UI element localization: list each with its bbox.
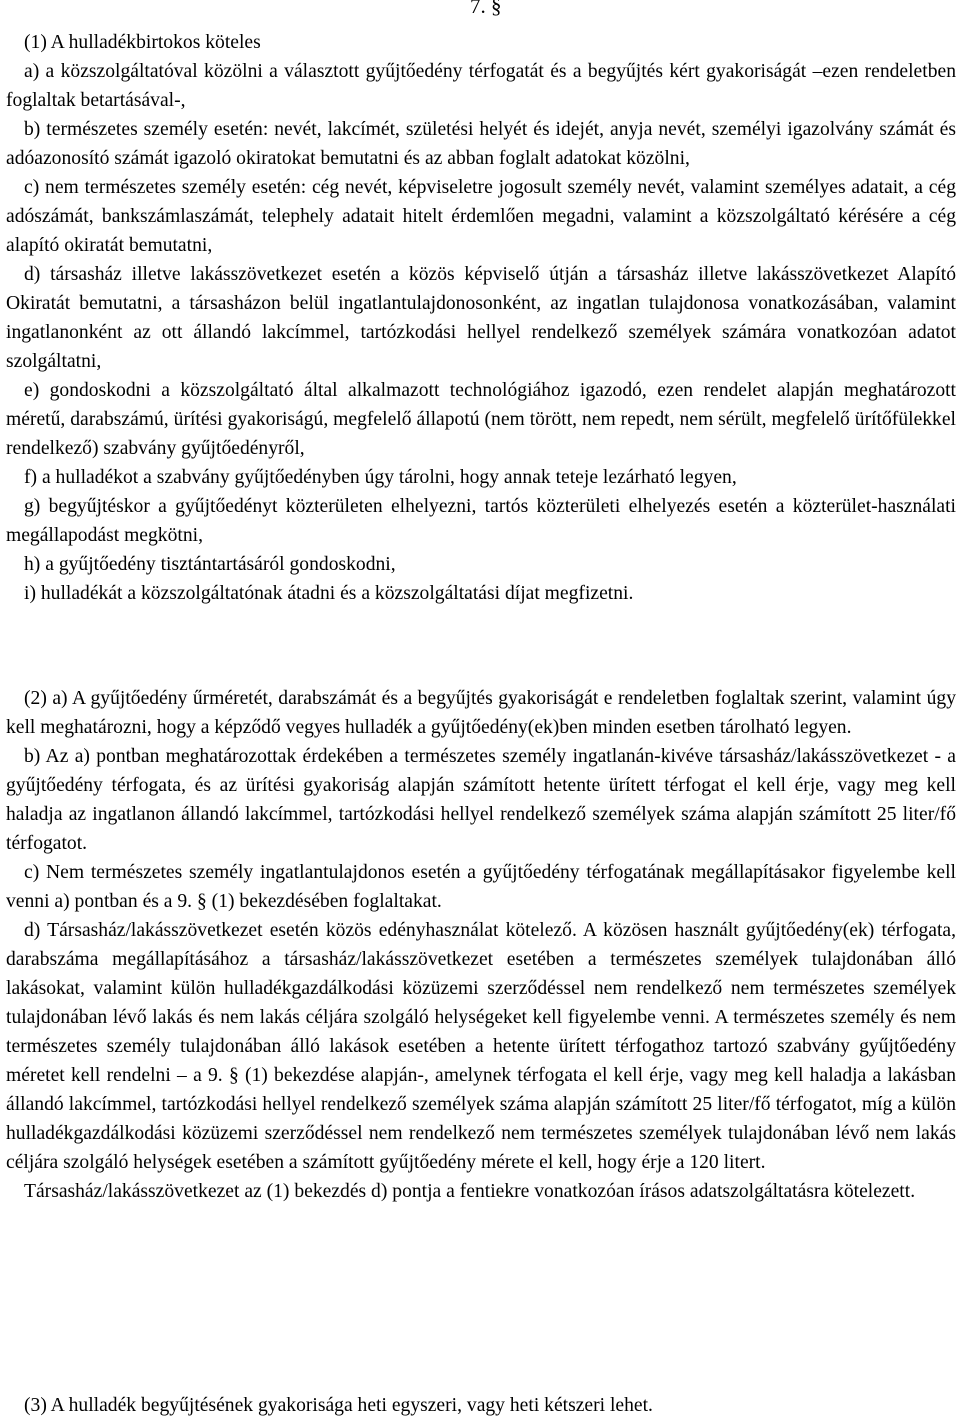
- section-2: [6, 684, 956, 1206]
- section-3: [6, 1391, 956, 1420]
- section-2-para-a: (2) a) A gyűjtőedény űrméretét, darabszámát és a begyűjtés gyakoriságát e rendeletben foglaltak szerint, valamint úgy kell meghatározni, hogy a képződő vegyes hulladék a gyűjtőedény(ek)ben minden esetben tárolható legyen.: [6, 688, 956, 738]
- section-heading: 7. §: [470, 0, 502, 18]
- section-2-para-d: d) Társasház/lakásszövetkezet esetén közös edényhasználat kötelező. A közösen használt gyűjtőedény(ek) térfogata, darabszáma megállapításához a társasház/lakásszövetkezet esetében a természetes személyek tulajdonában álló lakásokat, valamint külön hulladékgazdálkodási közüzemi szerződéssel nem rendelkező nem természetes személyek tulajdonában lévő lakás és nem lakás céljára szolgáló helységeket kell figyelembe venni. A természetes személy és nem természetes személy tulajdonában álló lakások esetében a hetente ürített térfogathoz tartozó szabvány gyűjtőedény méretet kell rendelni – a 9. § (1) bekezdése alapján-, amelynek térfogata el kell érje, vagy meg kell haladja a lakásban állandó lakcímmel, tartózkodási hellyel rendelkező személyek száma alapján számított 25 liter/fő térfogatot, míg a külön hulladékgazdálkodási közüzemi szerződéssel nem rendelkező nem természetes személyek tulajdonában lévő nem lakás céljára szolgáló helységek esetében a számított gyűjtőedény mérete el kell, hogy érje a 120 litert.: [6, 920, 956, 1173]
- section-3-text: (3) A hulladék begyűjtésének gyakorisága heti egyszeri, vagy heti kétszeri lehet.: [24, 1395, 653, 1416]
- section-2-para-b: b) Az a) pontban meghatározottak érdekében a természetes személy ingatlanán-kivéve társasház/lakásszövetkezet - a gyűjtőedény térfogata, és az ürítési gyakoriság alapján számított hetente ürített térfogat el kell érje, vagy meg kell haladja az ingatlanon állandó lakcímmel, tartózkodási hellyel rendelkező személyek száma alapján számított 25 liter/fő térfogatot.: [6, 746, 956, 854]
- section-2-para-note: Társasház/lakásszövetkezet az (1) bekezdés d) pontja a fentiekre vonatkozóan írásos adatszolgáltatásra kötelezett.: [24, 1181, 916, 1202]
- section-1-item-h: h) a gyűjtőedény tisztántartásáról gondoskodni,: [24, 554, 396, 575]
- section-1-intro: (1) A hulladékbirtokos köteles: [24, 32, 261, 53]
- section-1-item-i: i) hulladékát a közszolgáltatónak átadni és a közszolgáltatási díjat megfizetni.: [24, 583, 634, 604]
- section-1-item-a: a) a közszolgáltatóval közölni a választott gyűjtőedény térfogatát és a begyűjtés kért gyakoriságát –ezen rendeletben foglaltak betartásával-,: [6, 61, 956, 111]
- section-1-item-d: d) társasház illetve lakásszövetkezet esetén a közös képviselő útján a társasház illetve lakásszövetkezet Alapító Okiratát bemutatni, a társasházon belül ingatlantulajdonosonként, az ingatlan tulajdonosa vonatkozásában, valamint ingatlanonként az ott állandó lakcímmel, tartózkodási hellyel rendelkező személyek számára vonatkozóan adatot szolgáltatni,: [6, 264, 956, 372]
- section-1-item-g: g) begyűjtéskor a gyűjtőedényt közterületen elhelyezni, tartós közterületi elhelyezés esetén a közterület-használati megállapodást megkötni,: [6, 496, 956, 546]
- section-1-item-e: e) gondoskodni a közszolgáltató által alkalmazott technológiához igazodó, ezen rendelet alapján meghatározott méretű, darabszámú, ürítési gyakoriságú, megfelelő állapotú (nem törött, nem repedt, nem sérült, megfelelő ürítőfülekkel rendelkező) szabvány gyűjtőedényről,: [6, 380, 956, 459]
- section-1-item-f: f) a hulladékot a szabvány gyűjtőedényben úgy tárolni, hogy annak teteje lezárható legyen,: [24, 467, 737, 488]
- section-2-para-c: c) Nem természetes személy ingatlantulajdonos esetén a gyűjtőedény térfogatának megállapításakor figyelembe kell venni a) pontban és a 9. § (1) bekezdésében foglaltakat.: [6, 862, 956, 912]
- section-1-item-b: b) természetes személy esetén: nevét, lakcímét, születési helyét és idejét, anyja nevét, személyi igazolvány számát és adóazonosító számát igazoló okiratokat bemutatni és az abban foglalt adatokat közölni,: [6, 119, 956, 169]
- section-1: [6, 28, 956, 608]
- section-1-item-c: c) nem természetes személy esetén: cég nevét, képviseletre jogosult személy nevét, valamint személyes adatait, a cég adószámát, bankszámlaszámát, telephely adatait hitelt érdemlően megadni, valamint a közszolgáltató kérésére a cég alapító okiratát bemutatni,: [6, 177, 956, 256]
